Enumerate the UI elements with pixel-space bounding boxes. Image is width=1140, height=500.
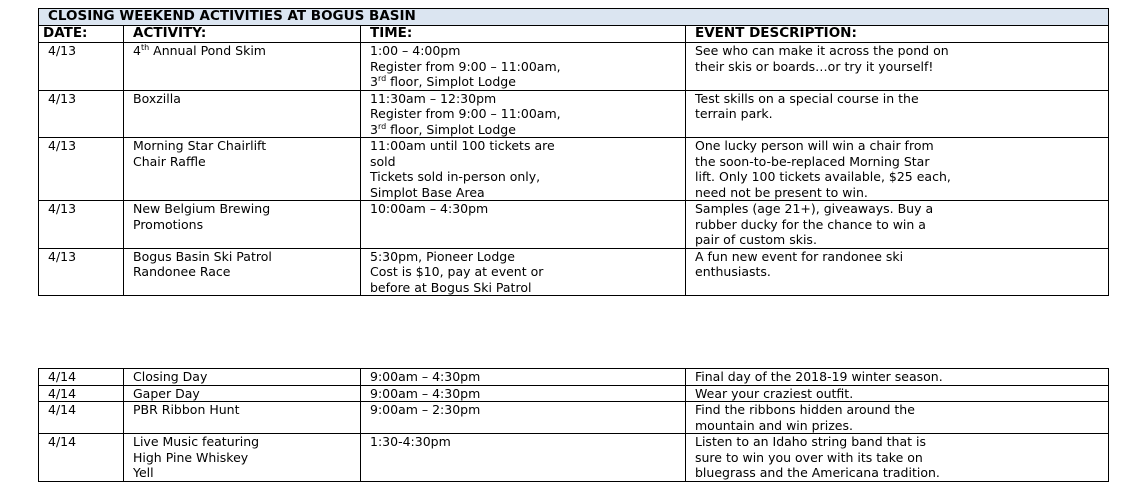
activity-cell — [124, 369, 361, 386]
activity-cell — [124, 402, 361, 434]
title-row — [39, 9, 1109, 26]
time-cell — [361, 90, 686, 138]
date-cell: 4/13 — [39, 248, 124, 296]
header-activity: ACTIVITY: — [124, 26, 361, 43]
time-cell — [361, 43, 686, 91]
schedule-table-saturday — [38, 8, 1109, 296]
description-line: Samples (age 21+), giveaways. Buy a — [695, 201, 934, 216]
description-line: need not be present to win. — [695, 184, 868, 200]
description-line: Find the ribbons hidden around the — [695, 402, 915, 417]
time-line: before at Bogus Ski Patrol — [370, 279, 532, 295]
description-line: mountain and win prizes. — [695, 417, 853, 433]
time-cell — [361, 402, 686, 434]
header-date: DATE: — [39, 26, 124, 43]
time-line: 10:00am – 4:30pm — [370, 201, 489, 216]
header-row — [39, 26, 1109, 43]
time-cell — [361, 248, 686, 296]
description-line: their skis or boards…or try it yourself! — [695, 58, 934, 74]
time-line: sold — [370, 153, 396, 169]
table-row — [39, 434, 1109, 482]
time-cell — [361, 369, 686, 386]
time-line: 5:30pm, Pioneer Lodge — [370, 248, 515, 264]
time-text: floor, Simplot Lodge — [386, 121, 516, 137]
description-cell — [686, 385, 1109, 402]
header-description: EVENT DESCRIPTION: — [686, 26, 1109, 43]
activity-line: Randonee Race — [133, 264, 231, 279]
description-line: Test skills on a special course in the — [695, 90, 919, 106]
time-line: 11:30am – 12:30pm — [370, 90, 497, 106]
time-text: 3 — [370, 74, 378, 89]
date-cell: 4/14 — [39, 369, 124, 386]
activity-line: New Belgium Brewing — [133, 201, 271, 216]
description-cell — [686, 434, 1109, 482]
description-line: terrain park. — [695, 106, 773, 121]
table-row — [39, 248, 1109, 296]
activity-cell — [124, 138, 361, 201]
table-row — [39, 402, 1109, 434]
time-line: 1:30-4:30pm — [370, 434, 451, 449]
table-row — [39, 385, 1109, 402]
date-cell: 4/14 — [39, 434, 124, 482]
time-line: 9:00am – 4:30pm — [370, 385, 481, 401]
description-line: rubber ducky for the chance to win a — [695, 216, 926, 232]
description-cell — [686, 369, 1109, 386]
table-row — [39, 369, 1109, 386]
table-row — [39, 201, 1109, 249]
activity-cell — [124, 90, 361, 138]
ordinal-suffix: rd — [377, 73, 387, 83]
date-cell: 4/13 — [39, 90, 124, 138]
ordinal-suffix: th — [140, 42, 150, 52]
description-line: pair of custom skis. — [695, 232, 817, 247]
description-line: See who can make it across the pond on — [695, 43, 949, 58]
time-text: 3 — [370, 121, 378, 137]
description-cell — [686, 248, 1109, 296]
activity-line: Morning Star Chairlift — [133, 138, 267, 153]
activity-line: Chair Raffle — [133, 153, 206, 169]
time-line: Tickets sold in-person only, — [370, 169, 541, 184]
activity-line: Closing Day — [133, 369, 208, 384]
time-line: 1:00 – 4:00pm — [370, 43, 461, 58]
time-cell — [361, 434, 686, 482]
ordinal-suffix: rd — [377, 121, 387, 131]
table-row — [39, 90, 1109, 138]
description-cell — [686, 90, 1109, 138]
activity-line: High Pine Whiskey — [133, 449, 249, 465]
description-line: Final day of the 2018-19 winter season. — [695, 369, 943, 384]
activity-cell — [124, 43, 361, 91]
description-line: sure to win you over with its take on — [695, 449, 923, 465]
table-title: CLOSING WEEKEND ACTIVITIES AT BOGUS BASIN — [39, 9, 1109, 26]
activity-cell — [124, 434, 361, 482]
description-line: One lucky person will win a chair from — [695, 138, 934, 153]
time-line: Register from 9:00 – 11:00am, — [370, 58, 561, 74]
activity-line: Yell — [133, 465, 154, 480]
description-line: the soon-to-be-replaced Morning Star — [695, 153, 930, 169]
time-line: Register from 9:00 – 11:00am, — [370, 106, 561, 121]
time-text: floor, Simplot Lodge — [386, 74, 516, 89]
description-line: Wear your craziest outfit. — [695, 385, 854, 401]
description-line: bluegrass and the Americana tradition. — [695, 465, 940, 480]
activity-line: Boxzilla — [133, 90, 181, 106]
date-cell: 4/13 — [39, 138, 124, 201]
date-cell: 4/14 — [39, 385, 124, 402]
description-line: lift. Only 100 tickets available, $25 each, — [695, 169, 951, 184]
description-line: Listen to an Idaho string band that is — [695, 434, 926, 449]
activity-text: 4 — [133, 43, 141, 58]
description-cell — [686, 43, 1109, 91]
date-cell: 4/13 — [39, 201, 124, 249]
activity-cell — [124, 248, 361, 296]
activity-line: Bogus Basin Ski Patrol — [133, 248, 272, 264]
schedule-table-sunday — [38, 368, 1109, 482]
table-row — [39, 43, 1109, 91]
description-cell — [686, 402, 1109, 434]
time-line: Simplot Base Area — [370, 184, 485, 200]
time-cell — [361, 385, 686, 402]
activity-cell — [124, 385, 361, 402]
date-cell: 4/13 — [39, 43, 124, 91]
time-line: Cost is $10, pay at event or — [370, 264, 544, 279]
description-cell — [686, 138, 1109, 201]
date-cell: 4/14 — [39, 402, 124, 434]
time-cell — [361, 201, 686, 249]
header-time: TIME: — [361, 26, 686, 43]
description-cell — [686, 201, 1109, 249]
description-line: enthusiasts. — [695, 264, 771, 279]
activity-line: Promotions — [133, 216, 204, 232]
time-cell — [361, 138, 686, 201]
activity-line: PBR Ribbon Hunt — [133, 402, 240, 417]
activity-text: Annual Pond Skim — [149, 43, 266, 58]
time-line: 9:00am – 4:30pm — [370, 369, 481, 384]
description-line: A fun new event for randonee ski — [695, 248, 904, 264]
time-line: 9:00am – 2:30pm — [370, 402, 481, 417]
activity-line: Live Music featuring — [133, 434, 260, 449]
activity-cell — [124, 201, 361, 249]
time-line: 11:00am until 100 tickets are — [370, 138, 555, 153]
table-row — [39, 138, 1109, 201]
activity-line: Gaper Day — [133, 385, 200, 401]
